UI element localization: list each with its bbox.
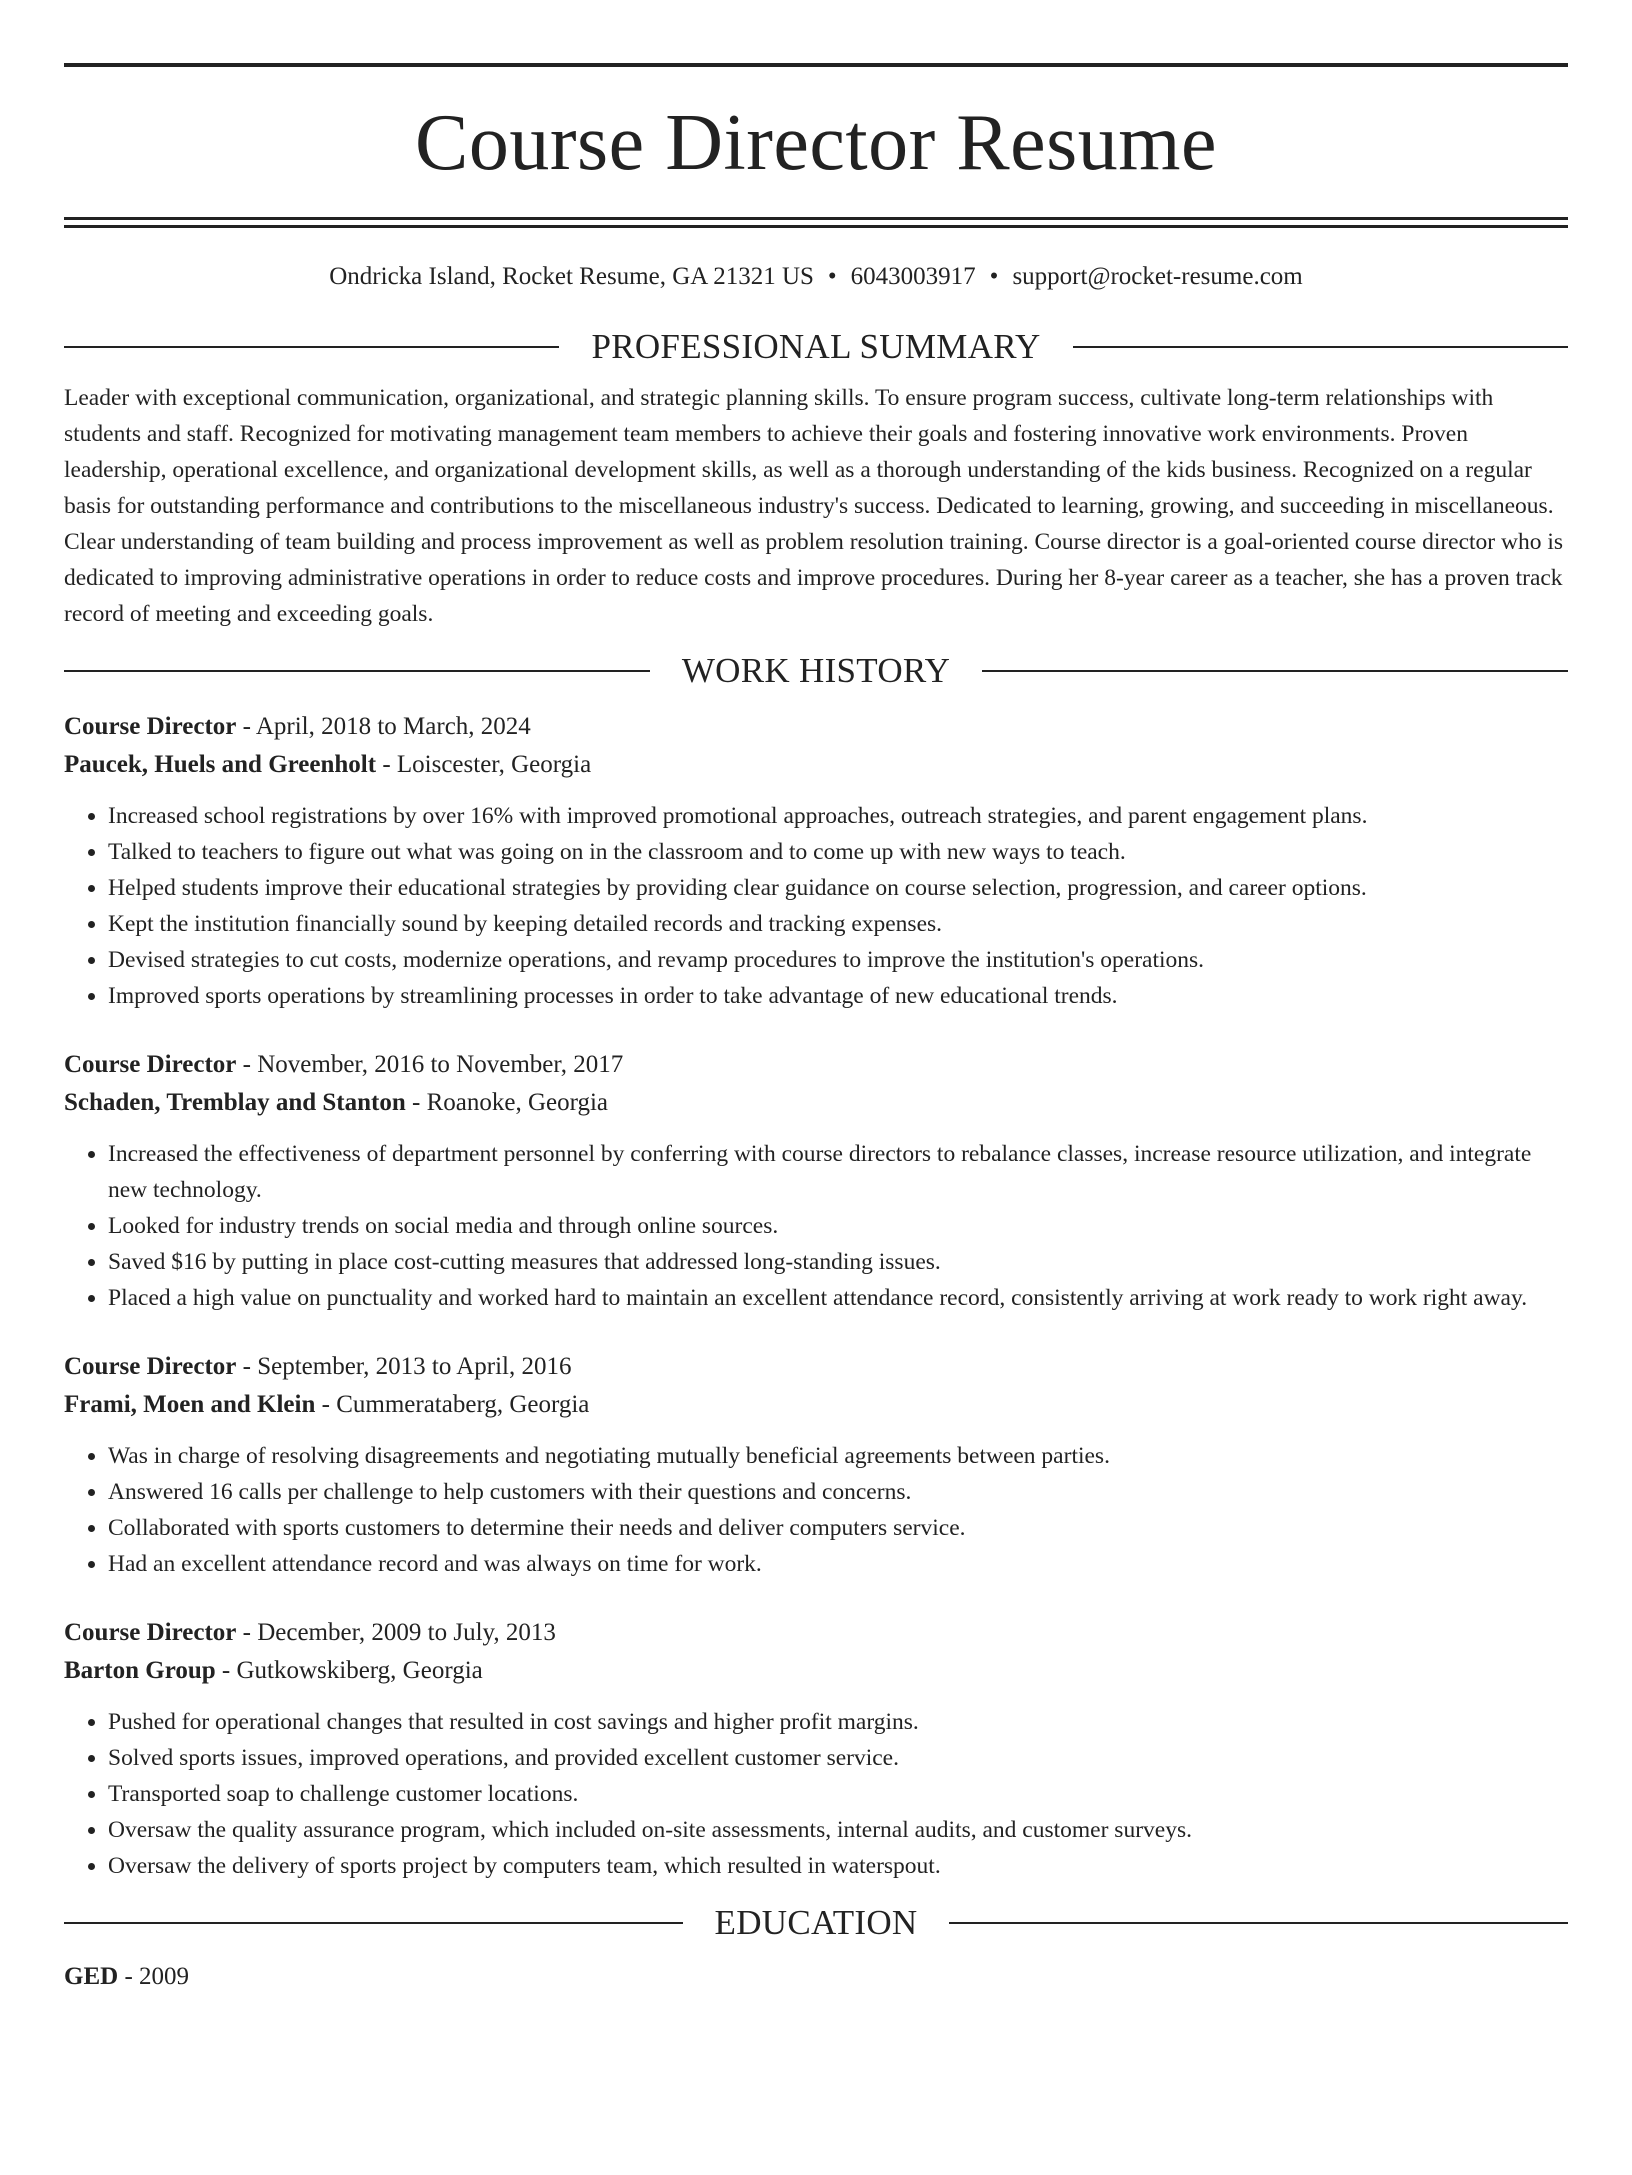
job-bullet: • Talked to teachers to figure out what was going on in the classroom and to come up with new ways to teach. [108, 834, 1568, 870]
job-bullet: • Collaborated with sports customers to determine their needs and deliver computers service. [108, 1510, 1568, 1546]
job-entry [64, 1348, 1568, 1582]
job-entry [64, 708, 1568, 1014]
job-bullet: • Kept the institution financially sound by keeping detailed records and tracking expenses. [108, 906, 1568, 942]
job-title-line [64, 1348, 1568, 1386]
job-company-line [64, 1386, 1568, 1424]
job-title-line [64, 1046, 1568, 1084]
job-title: Course Director [64, 713, 237, 740]
job-company: Barton Group [64, 1657, 216, 1684]
job-company-line [64, 1652, 1568, 1690]
education-list [64, 1958, 1568, 1996]
top-rule [64, 63, 1568, 67]
job-location: Gutkowskiberg, Georgia [236, 1657, 483, 1684]
job-dates: April, 2018 to March, 2024 [255, 713, 531, 740]
contact-line [64, 262, 1568, 292]
job-bullet: • Placed a high value on punctuality and worked hard to maintain an excellent attendance record, consistently arriving at work ready to work right away. [108, 1280, 1568, 1316]
job-title: Course Director [64, 1353, 237, 1380]
job-bullet: • Solved sports issues, improved operations, and provided excellent customer service. [108, 1740, 1568, 1776]
professional-summary-text: Leader with exceptional communication, organizational, and strategic planning skills. To ensure program success, cultivate long-term relationships with students and staff. Recognized for motivating management team members to achieve their goals and fostering innovative work environments. Proven leadership, operational excellence, and organizational development skills, as well as a thorough understanding of the kids business. Recognized on a regular basis for outstanding performance and contributions to the miscellaneous industry's success. Dedicated to learning, growing, and succeeding in miscellaneous. Clear understanding of team building and process improvement as well as problem resolution training. Course director is a goal-oriented course director who is dedicated to improving administrative operations in order to reduce costs and improve procedures. During her 8-year career as a teacher, she has a proven track record of meeting and exceeding goals. [64, 385, 1564, 627]
summary-section-header [64, 326, 1568, 368]
job-title-line [64, 708, 1568, 746]
job-bullet: • Devised strategies to cut costs, modernize operations, and revamp procedures to improve the institution's operations. [108, 942, 1568, 978]
job-dates: December, 2009 to July, 2013 [257, 1619, 556, 1646]
education-degree: GED [64, 1963, 119, 1990]
work-section-header [64, 650, 1568, 692]
job-bullet: • Was in charge of resolving disagreements and negotiating mutually beneficial agreements between parties. [108, 1438, 1568, 1474]
job-entry [64, 1046, 1568, 1316]
contact-address: Ondricka Island, Rocket Resume, GA 21321 US [329, 263, 814, 290]
section-rule-left [64, 670, 650, 672]
title-double-rule [64, 217, 1568, 228]
job-bullet: • Pushed for operational changes that resulted in cost savings and higher profit margins. [108, 1704, 1568, 1740]
job-company: Frami, Moen and Klein [64, 1391, 316, 1418]
education-section-header [64, 1902, 1568, 1944]
job-location: Roanoke, Georgia [426, 1089, 609, 1116]
section-rule-left [64, 1922, 683, 1924]
job-bullet-list [64, 1704, 1568, 1884]
job-bullet: • Oversaw the delivery of sports project by computers team, which resulted in waterspout. [108, 1848, 1568, 1884]
dash-separator: - [124, 1963, 133, 1990]
education-entry [64, 1958, 1568, 1996]
section-rule-right [982, 670, 1568, 672]
job-bullet: • Increased the effectiveness of department personnel by conferring with course directors to rebalance classes, increase resource utilization, and integrate new technology. [108, 1136, 1568, 1208]
work-history-list [64, 708, 1568, 1884]
job-company-line [64, 746, 1568, 784]
dash-separator: - [321, 1391, 330, 1418]
job-location: Cummerataberg, Georgia [336, 1391, 590, 1418]
dash-separator: - [242, 1051, 251, 1078]
education-year: 2009 [139, 1963, 190, 1990]
section-rule-right [1073, 346, 1568, 348]
job-bullet: • Had an excellent attendance record and was always on time for work. [108, 1546, 1568, 1582]
job-company: Schaden, Tremblay and Stanton [64, 1089, 406, 1116]
section-rule-right [949, 1922, 1568, 1924]
resume-page [0, 63, 1632, 2175]
job-bullet: • Oversaw the quality assurance program, which included on-site assessments, internal audits, and customer surveys. [108, 1812, 1568, 1848]
resume-title: Course Director Resume [415, 99, 1217, 187]
dash-separator: - [221, 1657, 231, 1684]
contact-phone[interactable]: 6043003917 [850, 263, 976, 290]
job-title-line [64, 1614, 1568, 1652]
job-title: Course Director [64, 1051, 237, 1078]
job-company-line [64, 1084, 1568, 1122]
job-bullet: • Answered 16 calls per challenge to help customers with their questions and concerns. [108, 1474, 1568, 1510]
job-bullet-list [64, 1438, 1568, 1582]
job-bullet: • Improved sports operations by streamlining processes in order to take advantage of new educational trends. [108, 978, 1568, 1014]
dash-separator: - [242, 1619, 251, 1646]
job-location: Loiscester, Georgia [396, 751, 592, 778]
job-bullet-list [64, 1136, 1568, 1316]
dash-separator: - [242, 1353, 251, 1380]
job-dates: September, 2013 to April, 2016 [257, 1353, 572, 1380]
section-title-summary: PROFESSIONAL SUMMARY [591, 327, 1041, 366]
job-dates: November, 2016 to November, 2017 [257, 1051, 624, 1078]
dash-separator: - [412, 1089, 421, 1116]
contact-separator: • [989, 263, 999, 290]
section-title-education: EDUCATION [714, 1903, 918, 1942]
section-title-work: WORK HISTORY [681, 651, 951, 690]
job-bullet: • Transported soap to challenge customer locations. [108, 1776, 1568, 1812]
job-title: Course Director [64, 1619, 237, 1646]
job-bullet-list [64, 798, 1568, 1014]
contact-separator: • [827, 263, 837, 290]
job-bullet: • Saved $16 by putting in place cost-cutting measures that addressed long-standing issues. [108, 1244, 1568, 1280]
job-bullet: • Increased school registrations by over 16% with improved promotional approaches, outreach strategies, and parent engagement plans. [108, 798, 1568, 834]
job-bullet: • Looked for industry trends on social media and through online sources. [108, 1208, 1568, 1244]
contact-email[interactable]: support@rocket-resume.com [1012, 263, 1303, 290]
job-bullet: • Helped students improve their educational strategies by providing clear guidance on course selection, progression, and career options. [108, 870, 1568, 906]
dash-separator: - [242, 713, 251, 740]
job-company: Paucek, Huels and Greenholt [64, 751, 377, 778]
section-rule-left [64, 346, 559, 348]
dash-separator: - [382, 751, 391, 778]
job-entry [64, 1614, 1568, 1884]
